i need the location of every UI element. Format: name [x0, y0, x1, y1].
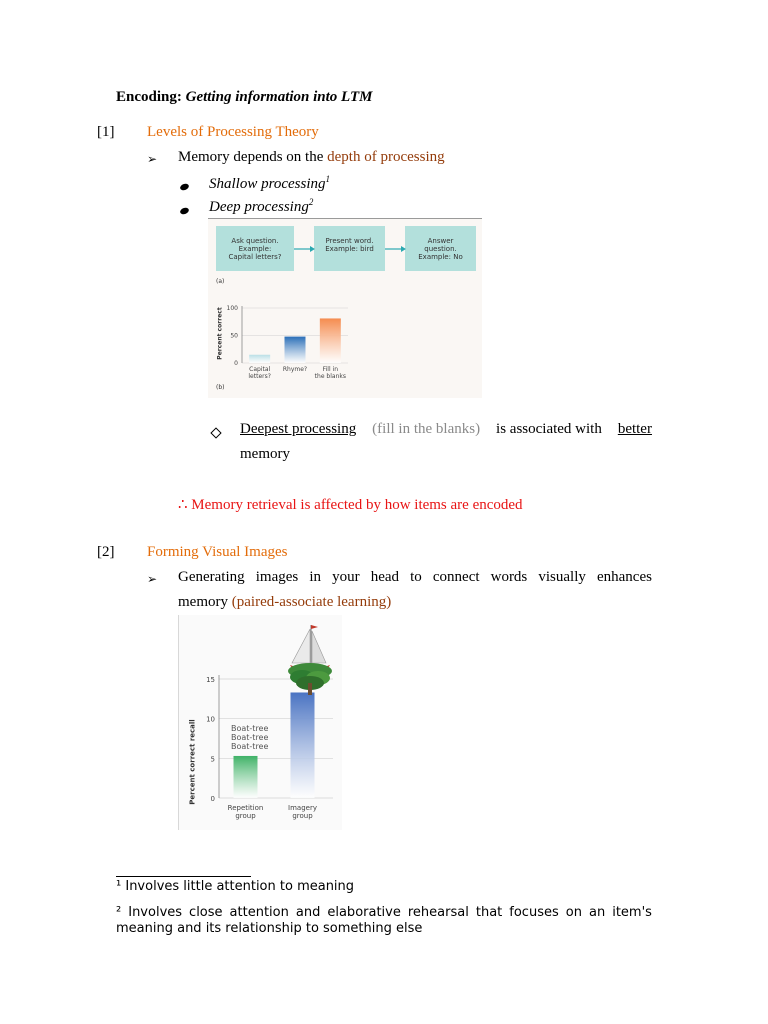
y-tick-label: 100: [226, 305, 238, 312]
footnote-2-word: on: [565, 905, 582, 920]
footnote-2-line-2: meaning and its relationship to something else: [116, 921, 423, 936]
conclusion-fill-blanks: (fill in the blanks): [372, 421, 481, 437]
x-tick-label: Rhyme?: [282, 366, 308, 373]
point2-word: in: [309, 569, 321, 585]
conclusion-better: better: [617, 421, 652, 437]
y-tick-label: 5: [210, 755, 215, 764]
chart1-ylabel: Percent correct: [216, 307, 224, 360]
conclusion-deepest: Deepest processing: [240, 421, 357, 437]
arrow-bullet-icon: ➢: [147, 572, 158, 586]
conclusion-line-1: [240, 421, 652, 438]
y-tick-label: 0: [234, 360, 238, 367]
footnote-2-mark: ²: [116, 905, 122, 920]
x-tick-label: group: [292, 812, 313, 820]
point2-word: connect: [432, 569, 480, 585]
point2-word: images: [255, 569, 299, 585]
x-tick-label: group: [235, 812, 256, 820]
dot-bullet-icon: [180, 177, 189, 195]
point2-word: your: [332, 569, 360, 585]
footnote-2-word: an: [588, 905, 606, 920]
footnote-2-line-1: [116, 905, 652, 920]
flow-box-ask-label: Ask question. Example: Capital letters?: [228, 237, 282, 261]
visual-imagery-figure: [178, 615, 342, 830]
point2-word: words: [490, 569, 528, 585]
point2-prefix: memory: [178, 594, 228, 610]
footnote-1: [116, 879, 354, 894]
footnote-separator: [116, 876, 251, 877]
footnote-2-word: elaborative: [327, 905, 401, 920]
section-2-point-line-2: [178, 594, 391, 611]
heading-label: Encoding:: [116, 89, 182, 105]
footnote-ref-1[interactable]: 1: [325, 174, 331, 184]
boat-tree-line: Boat-tree: [231, 742, 269, 751]
footnote-2-word: close: [189, 905, 223, 920]
point-highlight: depth of processing: [327, 149, 445, 165]
footnote-2-word: focuses: [509, 905, 559, 920]
footnote-1-text: Involves little attention to meaning: [125, 879, 355, 894]
section-1-title: Levels of Processing Theory: [147, 124, 319, 140]
footnote-2-word: item's: [612, 905, 652, 920]
bar: [291, 692, 315, 798]
panel-a-label: (a): [216, 278, 225, 285]
y-tick-label: 0: [210, 795, 215, 803]
bullet-deep: [209, 197, 313, 216]
diamond-bullet-icon: [212, 424, 220, 442]
conclusion-line-2: memory: [240, 446, 290, 462]
depth-processing-chart: [208, 288, 482, 398]
footnote-ref-2[interactable]: 2: [308, 197, 314, 207]
footnote-2-word: Involves: [128, 905, 183, 920]
bullet-shallow-text: Shallow processing: [209, 176, 326, 192]
x-tick-label: letters?: [248, 373, 271, 380]
bullet-shallow: [209, 174, 330, 193]
x-tick-label: Repetition: [227, 804, 264, 812]
section-2-point-line-1: [178, 569, 652, 586]
bar: [234, 756, 258, 798]
x-tick-label: Imagery: [288, 804, 317, 812]
y-tick-label: 10: [206, 715, 215, 724]
footnote-2-word: rehearsal: [407, 905, 469, 920]
section-1-number: [1]: [97, 124, 115, 140]
section-2-title: Forming Visual Images: [147, 544, 288, 560]
point-prefix: Memory depends on the: [178, 149, 324, 165]
x-tick-label: Capital: [249, 366, 271, 373]
flow-box-answer-label: Answer question. Example: No: [418, 237, 463, 261]
heading-subtitle: Getting information into LTM: [185, 89, 373, 105]
boat-tree-icon: [282, 621, 342, 701]
bar: [285, 337, 306, 363]
bar: [249, 355, 270, 363]
flow-box-present-label: Present word. Example: bird: [325, 237, 374, 253]
point2-word: visually: [538, 569, 586, 585]
x-tick-label: the blanks: [314, 373, 346, 380]
footnote-2-word: attention: [229, 905, 289, 920]
y-tick-label: 50: [230, 332, 238, 340]
footnote-1-mark: ¹: [116, 879, 122, 894]
point2-word: to: [410, 569, 422, 585]
chart2-ylabel: Percent correct recall: [188, 719, 197, 805]
bullet-deep-text: Deep processing: [209, 199, 309, 215]
boat-tree-line: Boat-tree: [231, 733, 269, 742]
document-heading: [116, 89, 372, 106]
point2-word: Generating: [178, 569, 245, 585]
boat-tree-annotation: [231, 724, 268, 751]
footnote-2-word: and: [295, 905, 321, 920]
panel-b-label: (b): [216, 384, 225, 391]
point2-highlight: (paired-associate learning): [231, 594, 392, 610]
point2-word: head: [370, 569, 400, 585]
therefore-statement: ∴ Memory retrieval is affected by how items are encoded: [178, 497, 523, 513]
boat-tree-line: Boat-tree: [231, 724, 269, 733]
dot-bullet-icon: [180, 201, 189, 219]
footnote-2-word: that: [475, 905, 503, 920]
y-tick-label: 15: [206, 676, 215, 684]
arrow-bullet-icon: ➢: [147, 152, 158, 166]
levels-of-processing-figure: [208, 218, 482, 398]
section-2-number: [2]: [97, 544, 115, 560]
x-tick-label: Fill in: [322, 366, 339, 373]
bar: [320, 318, 341, 363]
point2-word: enhances: [596, 569, 652, 585]
conclusion-associated: is associated with: [496, 421, 602, 437]
section-1-point: [178, 149, 445, 166]
